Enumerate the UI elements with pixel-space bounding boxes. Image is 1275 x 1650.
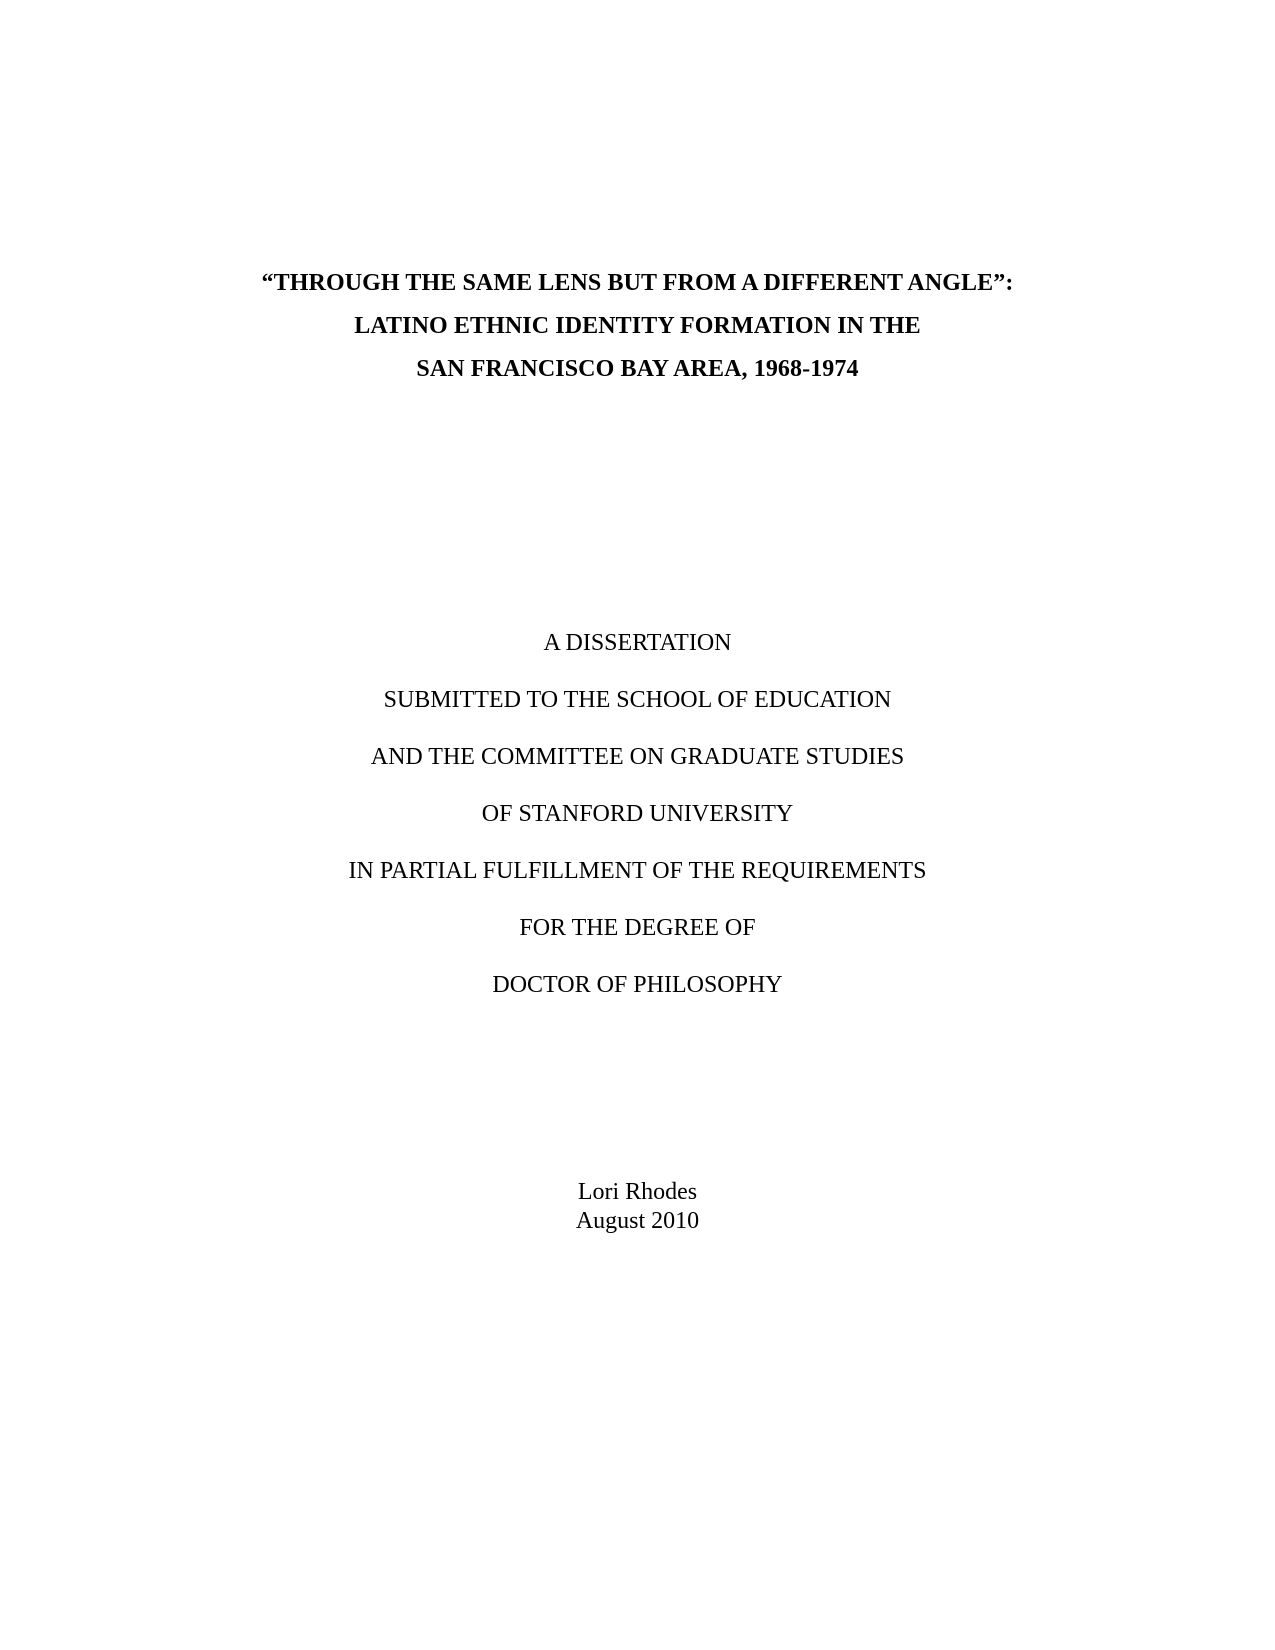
author-name: Lori Rhodes [577, 1179, 698, 1205]
submission-statement [0, 615, 1275, 1014]
submission-line-3: AND THE COMMITTEE ON GRADUATE STUDIES [370, 744, 905, 770]
submission-date: August 2010 [575, 1208, 700, 1234]
submission-line-5: IN PARTIAL FULFILLMENT OF THE REQUIREMENTS [348, 858, 927, 884]
submission-line-7: DOCTOR OF PHILOSOPHY [492, 972, 783, 998]
submission-line-2: SUBMITTED TO THE SCHOOL OF EDUCATION [383, 687, 892, 713]
title-line-1: “THROUGH THE SAME LENS BUT FROM A DIFFERENT ANGLE”: [261, 270, 1014, 296]
dissertation-title [0, 262, 1275, 391]
submission-line-4: OF STANFORD UNIVERSITY [481, 801, 794, 827]
submission-line-1: A DISSERTATION [543, 630, 732, 656]
submission-line-6: FOR THE DEGREE OF [519, 915, 756, 941]
title-line-3: SAN FRANCISCO BAY AREA, 1968-1974 [416, 356, 859, 382]
author-info [0, 1178, 1275, 1236]
title-line-2: LATINO ETHNIC IDENTITY FORMATION IN THE [354, 313, 921, 339]
